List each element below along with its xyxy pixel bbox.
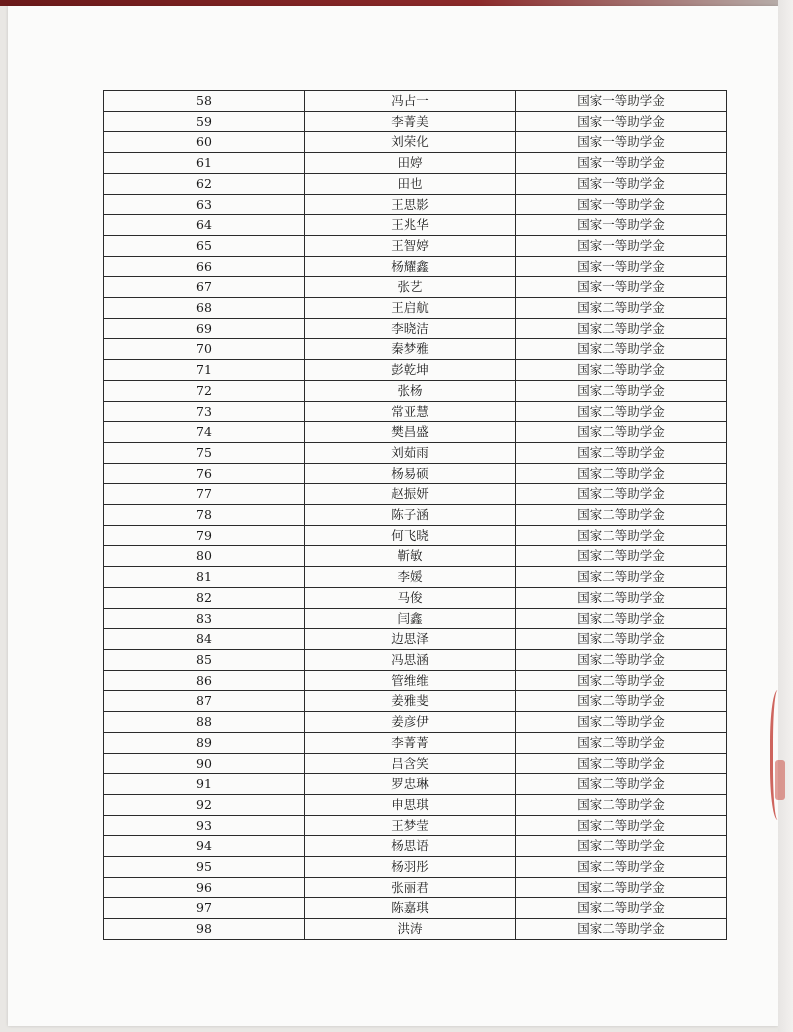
- student-name-cell: 王启航: [305, 298, 516, 319]
- award-type-cell: 国家二等助学金: [516, 608, 727, 629]
- award-type-cell: 国家二等助学金: [516, 422, 727, 443]
- row-number-cell: 62: [104, 173, 305, 194]
- table-row: [104, 484, 727, 505]
- table-row: [104, 691, 727, 712]
- row-number-cell: 91: [104, 774, 305, 795]
- award-type-cell: 国家二等助学金: [516, 505, 727, 526]
- award-type-cell: 国家二等助学金: [516, 484, 727, 505]
- row-number-cell: 73: [104, 401, 305, 422]
- award-type-cell: 国家二等助学金: [516, 691, 727, 712]
- row-number-cell: 77: [104, 484, 305, 505]
- student-name-cell: 彭乾坤: [305, 360, 516, 381]
- student-name-cell: 陈嘉琪: [305, 898, 516, 919]
- row-number-cell: 58: [104, 91, 305, 112]
- award-type-cell: 国家一等助学金: [516, 194, 727, 215]
- table-row: [104, 505, 727, 526]
- row-number-cell: 65: [104, 235, 305, 256]
- award-type-cell: 国家二等助学金: [516, 401, 727, 422]
- row-number-cell: 76: [104, 463, 305, 484]
- table-row: [104, 277, 727, 298]
- student-name-cell: 吕含笑: [305, 753, 516, 774]
- row-number-cell: 68: [104, 298, 305, 319]
- table-row: [104, 670, 727, 691]
- student-name-cell: 杨羽彤: [305, 857, 516, 878]
- row-number-cell: 79: [104, 525, 305, 546]
- table-row: [104, 546, 727, 567]
- student-name-cell: 杨耀鑫: [305, 256, 516, 277]
- row-number-cell: 59: [104, 111, 305, 132]
- student-name-cell: 姜雅斐: [305, 691, 516, 712]
- row-number-cell: 67: [104, 277, 305, 298]
- award-type-cell: 国家一等助学金: [516, 111, 727, 132]
- student-name-cell: 靳敏: [305, 546, 516, 567]
- table-row: [104, 857, 727, 878]
- student-name-cell: 王兆华: [305, 215, 516, 236]
- award-type-cell: 国家二等助学金: [516, 774, 727, 795]
- table-row: [104, 173, 727, 194]
- row-number-cell: 72: [104, 380, 305, 401]
- row-number-cell: 66: [104, 256, 305, 277]
- student-name-cell: 张杨: [305, 380, 516, 401]
- award-type-cell: 国家一等助学金: [516, 153, 727, 174]
- student-name-cell: 冯思涵: [305, 649, 516, 670]
- award-type-cell: 国家二等助学金: [516, 339, 727, 360]
- award-type-cell: 国家二等助学金: [516, 567, 727, 588]
- award-type-cell: 国家二等助学金: [516, 753, 727, 774]
- award-type-cell: 国家二等助学金: [516, 836, 727, 857]
- student-name-cell: 杨易硕: [305, 463, 516, 484]
- award-type-cell: 国家二等助学金: [516, 794, 727, 815]
- row-number-cell: 63: [104, 194, 305, 215]
- row-number-cell: 80: [104, 546, 305, 567]
- student-name-cell: 李菁美: [305, 111, 516, 132]
- award-type-cell: 国家二等助学金: [516, 898, 727, 919]
- award-type-cell: 国家一等助学金: [516, 132, 727, 153]
- row-number-cell: 60: [104, 132, 305, 153]
- award-type-cell: 国家二等助学金: [516, 360, 727, 381]
- student-name-cell: 冯占一: [305, 91, 516, 112]
- table-row: [104, 774, 727, 795]
- table-row: [104, 463, 727, 484]
- page-edge-shadow: [778, 0, 793, 1032]
- table-row: [104, 567, 727, 588]
- row-number-cell: 61: [104, 153, 305, 174]
- table-row: [104, 649, 727, 670]
- table-row: [104, 712, 727, 733]
- award-type-cell: 国家一等助学金: [516, 91, 727, 112]
- row-number-cell: 94: [104, 836, 305, 857]
- student-name-cell: 李媛: [305, 567, 516, 588]
- student-name-cell: 边思泽: [305, 629, 516, 650]
- table-row: [104, 587, 727, 608]
- student-name-cell: 刘茹雨: [305, 442, 516, 463]
- award-type-cell: 国家二等助学金: [516, 670, 727, 691]
- row-number-cell: 64: [104, 215, 305, 236]
- table-row: [104, 91, 727, 112]
- table-row: [104, 194, 727, 215]
- student-name-cell: 常亚慧: [305, 401, 516, 422]
- row-number-cell: 75: [104, 442, 305, 463]
- table-row: [104, 608, 727, 629]
- student-name-cell: 马俊: [305, 587, 516, 608]
- student-name-cell: 赵振妍: [305, 484, 516, 505]
- award-type-cell: 国家二等助学金: [516, 546, 727, 567]
- row-number-cell: 81: [104, 567, 305, 588]
- award-type-cell: 国家一等助学金: [516, 256, 727, 277]
- award-type-cell: 国家二等助学金: [516, 857, 727, 878]
- row-number-cell: 88: [104, 712, 305, 733]
- student-name-cell: 李晓洁: [305, 318, 516, 339]
- table-row: [104, 111, 727, 132]
- student-name-cell: 陈子涵: [305, 505, 516, 526]
- scholarship-roster-table: [103, 90, 727, 940]
- row-number-cell: 87: [104, 691, 305, 712]
- award-type-cell: 国家二等助学金: [516, 629, 727, 650]
- award-type-cell: 国家一等助学金: [516, 235, 727, 256]
- award-type-cell: 国家二等助学金: [516, 919, 727, 940]
- table-row: [104, 215, 727, 236]
- row-number-cell: 90: [104, 753, 305, 774]
- row-number-cell: 84: [104, 629, 305, 650]
- table-row: [104, 235, 727, 256]
- row-number-cell: 82: [104, 587, 305, 608]
- red-seal-partial: [770, 690, 789, 820]
- row-number-cell: 96: [104, 877, 305, 898]
- student-name-cell: 田婷: [305, 153, 516, 174]
- table-row: [104, 525, 727, 546]
- student-name-cell: 洪涛: [305, 919, 516, 940]
- table-row: [104, 794, 727, 815]
- award-type-cell: 国家二等助学金: [516, 442, 727, 463]
- table-row: [104, 256, 727, 277]
- student-name-cell: 何飞晓: [305, 525, 516, 546]
- row-number-cell: 69: [104, 318, 305, 339]
- table-row: [104, 836, 727, 857]
- table-row: [104, 318, 727, 339]
- student-name-cell: 王智婷: [305, 235, 516, 256]
- row-number-cell: 95: [104, 857, 305, 878]
- table-row: [104, 629, 727, 650]
- row-number-cell: 78: [104, 505, 305, 526]
- table-row: [104, 919, 727, 940]
- award-type-cell: 国家二等助学金: [516, 649, 727, 670]
- table-row: [104, 153, 727, 174]
- student-name-cell: 樊昌盛: [305, 422, 516, 443]
- award-type-cell: 国家一等助学金: [516, 215, 727, 236]
- student-name-cell: 王思影: [305, 194, 516, 215]
- award-type-cell: 国家二等助学金: [516, 877, 727, 898]
- award-type-cell: 国家二等助学金: [516, 587, 727, 608]
- row-number-cell: 98: [104, 919, 305, 940]
- table-row: [104, 132, 727, 153]
- row-number-cell: 85: [104, 649, 305, 670]
- student-name-cell: 闫鑫: [305, 608, 516, 629]
- award-type-cell: 国家二等助学金: [516, 463, 727, 484]
- award-type-cell: 国家二等助学金: [516, 732, 727, 753]
- row-number-cell: 86: [104, 670, 305, 691]
- row-number-cell: 97: [104, 898, 305, 919]
- row-number-cell: 83: [104, 608, 305, 629]
- award-type-cell: 国家二等助学金: [516, 712, 727, 733]
- student-name-cell: 姜彦伊: [305, 712, 516, 733]
- table-row: [104, 877, 727, 898]
- student-name-cell: 杨思语: [305, 836, 516, 857]
- award-type-cell: 国家二等助学金: [516, 380, 727, 401]
- award-type-cell: 国家一等助学金: [516, 173, 727, 194]
- table-row: [104, 360, 727, 381]
- award-type-cell: 国家二等助学金: [516, 318, 727, 339]
- table-row: [104, 732, 727, 753]
- student-name-cell: 张丽君: [305, 877, 516, 898]
- table-row: [104, 380, 727, 401]
- student-name-cell: 申思琪: [305, 794, 516, 815]
- student-name-cell: 张艺: [305, 277, 516, 298]
- row-number-cell: 89: [104, 732, 305, 753]
- table-row: [104, 898, 727, 919]
- award-type-cell: 国家二等助学金: [516, 525, 727, 546]
- award-type-cell: 国家一等助学金: [516, 277, 727, 298]
- row-number-cell: 93: [104, 815, 305, 836]
- student-name-cell: 管维维: [305, 670, 516, 691]
- table-row: [104, 401, 727, 422]
- student-name-cell: 刘荣化: [305, 132, 516, 153]
- table-row: [104, 298, 727, 319]
- award-type-cell: 国家二等助学金: [516, 815, 727, 836]
- roster-body: [104, 91, 727, 940]
- row-number-cell: 71: [104, 360, 305, 381]
- row-number-cell: 92: [104, 794, 305, 815]
- row-number-cell: 70: [104, 339, 305, 360]
- student-name-cell: 罗忠琳: [305, 774, 516, 795]
- table-row: [104, 442, 727, 463]
- table-row: [104, 339, 727, 360]
- table-row: [104, 815, 727, 836]
- row-number-cell: 74: [104, 422, 305, 443]
- award-type-cell: 国家二等助学金: [516, 298, 727, 319]
- table-row: [104, 422, 727, 443]
- student-name-cell: 李菁菁: [305, 732, 516, 753]
- table-row: [104, 753, 727, 774]
- student-name-cell: 田也: [305, 173, 516, 194]
- student-name-cell: 秦梦雅: [305, 339, 516, 360]
- student-name-cell: 王梦莹: [305, 815, 516, 836]
